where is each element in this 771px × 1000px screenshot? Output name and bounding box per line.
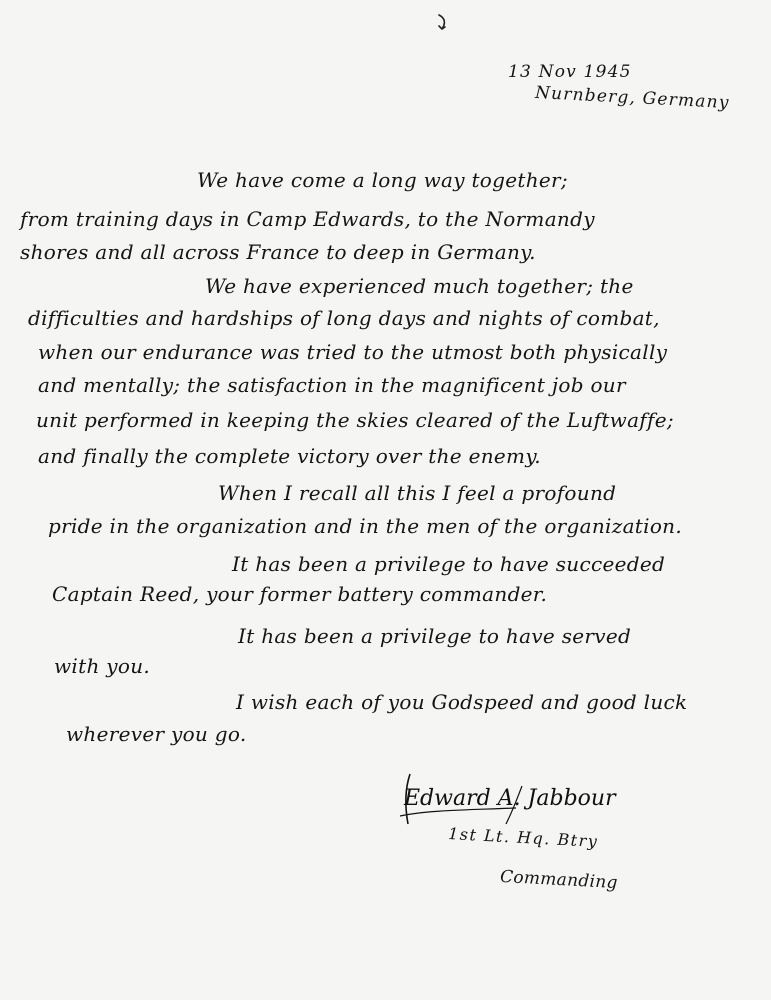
- body-line: and mentally; the satisfaction in the magnificent job our: [38, 373, 626, 397]
- body-line: Captain Reed, your former battery commander.: [52, 582, 548, 606]
- body-line: We have come a long way together;: [197, 168, 568, 192]
- body-line: when our endurance was tried to the utmost both physically: [38, 340, 668, 364]
- body-line: with you.: [54, 654, 151, 678]
- body-line: from training days in Camp Edwards, to the Normandy: [20, 207, 595, 231]
- body-line: pride in the organization and in the men of the organization.: [48, 514, 683, 538]
- body-line: I wish each of you Godspeed and good luck: [236, 690, 688, 714]
- body-line: We have experienced much together; the: [205, 274, 634, 298]
- signer-rank: 1st Lt. Hq. Btry: [447, 824, 599, 851]
- signature-name: Edward A. Jabbour: [404, 786, 616, 811]
- body-line: and finally the complete victory over the enemy.: [38, 444, 541, 468]
- body-line: When I recall all this I feel a profound: [218, 481, 617, 505]
- body-line: It has been a privilege to have served: [238, 624, 632, 648]
- body-line: unit performed in keeping the skies cleared of the Luftwaffe;: [36, 408, 674, 432]
- body-line: difficulties and hardships of long days and nights of combat,: [28, 306, 660, 330]
- body-line: wherever you go.: [66, 722, 247, 746]
- body-line: shores and all across France to deep in Germany.: [20, 240, 536, 264]
- letter-date: 13 Nov 1945: [508, 62, 632, 82]
- letter-place: Nurnberg, Germany: [534, 82, 731, 114]
- body-line: It has been a privilege to have succeeded: [232, 552, 666, 576]
- corner-mark: [436, 12, 450, 34]
- signer-role: Commanding: [499, 866, 619, 894]
